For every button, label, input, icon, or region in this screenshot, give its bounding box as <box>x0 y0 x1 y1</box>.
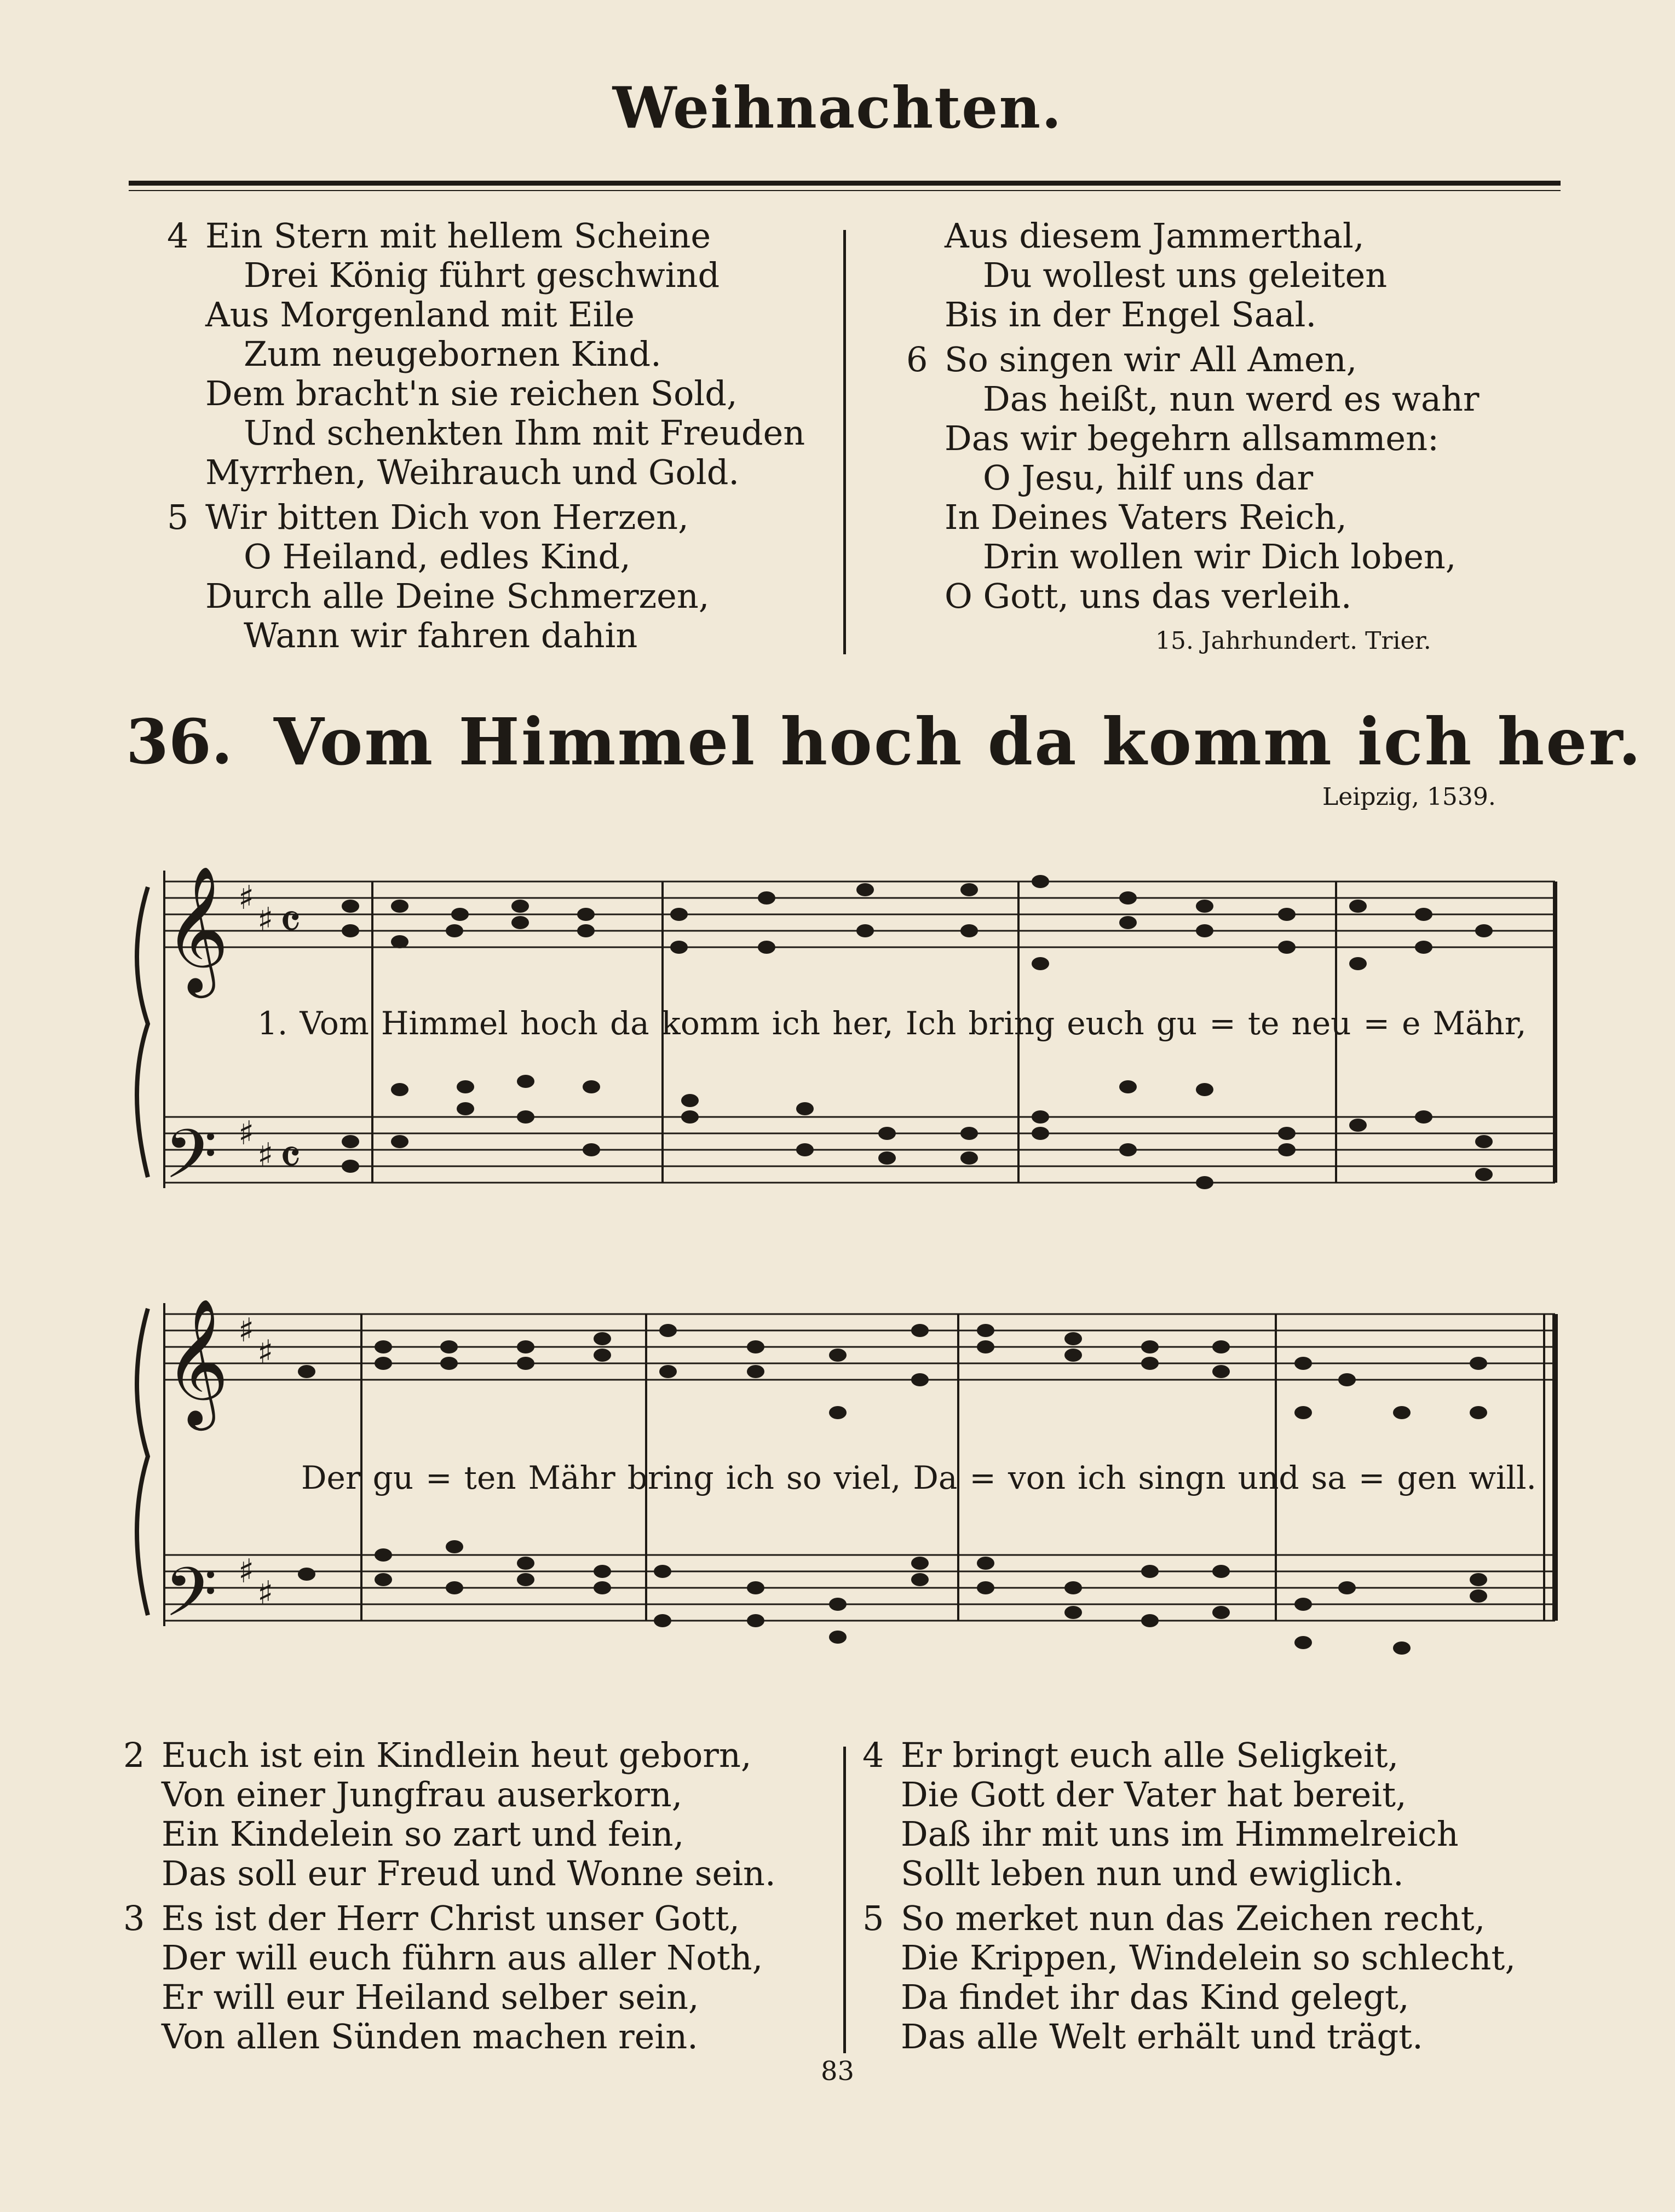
verse-line <box>862 1775 1516 1814</box>
verse-number: 6 <box>906 339 928 379</box>
verse-block <box>862 1899 1516 2057</box>
bottom-verses-right <box>862 1736 1516 2062</box>
verse-text: Dem bracht'n sie reichen Sold, <box>205 373 738 413</box>
lyric-syllable: bring <box>968 1005 1055 1042</box>
attribution: 15. Jahrhundert. Trier. <box>1155 627 1431 655</box>
lyric-syllable: Vom <box>300 1005 369 1042</box>
lyric-syllable: Mähr <box>528 1459 615 1496</box>
system1-lyrics <box>257 1005 1539 1042</box>
verse-line <box>123 1978 776 2017</box>
verse-line <box>123 1814 776 1854</box>
svg-text:𝄢: 𝄢 <box>164 1553 217 1649</box>
verse-block <box>123 1899 776 2057</box>
verse-text: Zum neugebornen Kind. <box>244 334 661 374</box>
verse-text: Das alle Welt erhält und trägt. <box>901 2017 1423 2057</box>
lyric-syllable: Ich <box>905 1005 957 1042</box>
verse-text: Die Gott der Vater hat bereit, <box>901 1775 1407 1814</box>
lyric-syllable: will. <box>1469 1459 1536 1496</box>
lyric-syllable: ich <box>772 1005 821 1042</box>
verse-number: 4 <box>862 1735 884 1775</box>
verse-text: Sollt leben nun und ewiglich. <box>901 1853 1404 1893</box>
svg-text:𝄴: 𝄴 <box>279 1129 302 1186</box>
verse-text: Aus Morgenland mit Eile <box>205 295 635 335</box>
lyric-syllable: sa <box>1311 1459 1346 1496</box>
verse-text: So merket nun das Zeichen recht, <box>901 1898 1486 1938</box>
lyric-syllable: = <box>969 1459 997 1496</box>
verse-text: Das soll eur Freud und Wonne sein. <box>162 1853 776 1893</box>
verse-text: Von allen Sünden machen rein. <box>162 2017 698 2057</box>
verse-text: O Gott, uns das verleih. <box>945 576 1352 616</box>
verse-text: Daß ihr mit uns im Himmelreich <box>901 1814 1459 1854</box>
lyric-syllable: euch <box>1067 1005 1144 1042</box>
lyric-syllable: e <box>1402 1005 1421 1042</box>
verse-text: Du wollest uns geleiten <box>983 255 1388 295</box>
verse-line <box>862 1854 1516 1893</box>
verse-line <box>862 1814 1516 1854</box>
lyric-syllable: Da <box>913 1459 958 1496</box>
verse-text: Und schenkten Ihm mit Freuden <box>244 413 805 453</box>
verse-text: Von einer Jungfrau auserkorn, <box>162 1775 683 1814</box>
verse-block <box>862 1736 1516 1893</box>
verse-number: 3 <box>123 1898 145 1938</box>
hymn-title: Vom Himmel hoch da komm ich her. <box>274 704 1643 780</box>
verse-line <box>123 1775 776 1814</box>
verse-text: O Jesu, hilf uns dar <box>983 458 1314 498</box>
lyric-syllable: gu <box>372 1459 414 1496</box>
verse-line <box>862 1736 1516 1775</box>
lyric-syllable: und <box>1237 1459 1299 1496</box>
lyric-syllable: von <box>1008 1459 1066 1496</box>
lyric-syllable: = <box>425 1459 452 1496</box>
svg-text:♯: ♯ <box>257 901 274 939</box>
lyric-syllable: te <box>1247 1005 1280 1042</box>
lyric-syllable: 1. <box>257 1005 288 1042</box>
verse-text: Bis in der Engel Saal. <box>945 295 1317 335</box>
page-title: Weihnachten. <box>612 74 1063 141</box>
verse-text: Ein Stern mit hellem Scheine <box>205 216 711 256</box>
verse-number: 5 <box>862 1898 884 1938</box>
system2-lyrics <box>301 1459 1549 1496</box>
verse-text: Er bringt euch alle Seligkeit, <box>901 1735 1399 1775</box>
verse-number: 2 <box>123 1735 145 1775</box>
verse-text: Wir bitten Dich von Herzen, <box>205 497 689 537</box>
verse-line <box>123 1899 776 1938</box>
lyric-syllable: Mähr, <box>1432 1005 1527 1042</box>
lyric-syllable: bring <box>627 1459 714 1496</box>
verse-line <box>123 1736 776 1775</box>
verse-block <box>123 1736 776 1893</box>
lyric-syllable: ich <box>1078 1459 1126 1496</box>
svg-text:𝄞: 𝄞 <box>164 1298 229 1425</box>
lyric-syllable: so <box>786 1459 822 1496</box>
svg-text:♯: ♯ <box>238 1311 255 1350</box>
column-divider-bottom <box>843 1747 846 2053</box>
verse-text: Aus diesem Jammerthal, <box>945 216 1365 256</box>
verse-text: Myrrhen, Weihrauch und Gold. <box>205 452 740 492</box>
verse-text: Die Krippen, Windelein so schlecht, <box>901 1938 1516 1978</box>
lyric-syllable: neu <box>1291 1005 1351 1042</box>
verse-line <box>123 1938 776 1978</box>
verse-text: Der will euch führn aus aller Noth, <box>162 1938 763 1978</box>
svg-text:𝄞: 𝄞 <box>164 865 229 993</box>
verse-text: In Deines Vaters Reich, <box>945 497 1347 537</box>
verse-text: Ein Kindelein so zart und fein, <box>162 1814 684 1854</box>
verse-text: O Heiland, edles Kind, <box>244 537 631 577</box>
verse-number: 4 <box>167 216 189 256</box>
verse-line <box>862 1899 1516 1938</box>
lyric-syllable: gu <box>1156 1005 1198 1042</box>
svg-text:♯: ♯ <box>257 1574 274 1612</box>
svg-text:♯: ♯ <box>257 1333 274 1372</box>
lyric-syllable: = <box>1209 1005 1236 1042</box>
lyric-syllable: = <box>1363 1005 1390 1042</box>
svg-text:𝄴: 𝄴 <box>279 894 302 951</box>
lyric-syllable: = <box>1358 1459 1385 1496</box>
hymn-number: 36. <box>126 706 233 778</box>
verse-text: Da findet ihr das Kind gelegt, <box>901 1977 1409 2017</box>
verse-text: Das heißt, nun werd es wahr <box>983 379 1480 419</box>
bottom-verses-left <box>123 1736 776 2062</box>
verse-text: Es ist der Herr Christ unser Gott, <box>162 1898 740 1938</box>
lyric-syllable: ich <box>726 1459 774 1496</box>
verse-line <box>862 1938 1516 1978</box>
lyric-syllable: singn <box>1138 1459 1226 1496</box>
lyric-syllable: hoch <box>520 1005 598 1042</box>
verse-line <box>862 2017 1516 2057</box>
lyric-syllable: gen <box>1397 1459 1457 1496</box>
lyric-syllable: komm <box>661 1005 760 1042</box>
verse-text: Drei König führt geschwind <box>244 255 720 295</box>
verse-text: Durch alle Deine Schmerzen, <box>205 576 710 616</box>
lyric-syllable: Der <box>301 1459 361 1496</box>
lyric-syllable: ten <box>464 1459 516 1496</box>
lyric-syllable: her, <box>832 1005 894 1042</box>
verse-line <box>123 2017 776 2057</box>
svg-text:♯: ♯ <box>238 1552 255 1591</box>
verse-text: Er will eur Heiland selber sein, <box>162 1977 699 2017</box>
verse-text: Euch ist ein Kindlein heut geborn, <box>162 1735 752 1775</box>
verse-line <box>862 1978 1516 2017</box>
lyric-syllable: Himmel <box>381 1005 508 1042</box>
verse-text: Das wir begehrn allsammen: <box>945 418 1439 458</box>
verse-text: Drin wollen wir Dich loben, <box>983 537 1457 577</box>
verse-line <box>123 1854 776 1893</box>
svg-text:♯: ♯ <box>238 879 255 917</box>
verse-text: Wann wir fahren dahin <box>244 615 638 655</box>
page-number: 83 <box>820 2056 855 2087</box>
lyric-syllable: viel, <box>833 1459 901 1496</box>
hymn-source: Leipzig, 1539. <box>1322 783 1496 811</box>
svg-text:𝄢: 𝄢 <box>164 1115 217 1211</box>
verse-number: 5 <box>167 497 189 537</box>
svg-text:♯: ♯ <box>257 1136 274 1174</box>
lyric-syllable: da <box>609 1005 649 1042</box>
verse-text: So singen wir All Amen, <box>945 339 1357 379</box>
svg-text:♯: ♯ <box>238 1114 255 1153</box>
